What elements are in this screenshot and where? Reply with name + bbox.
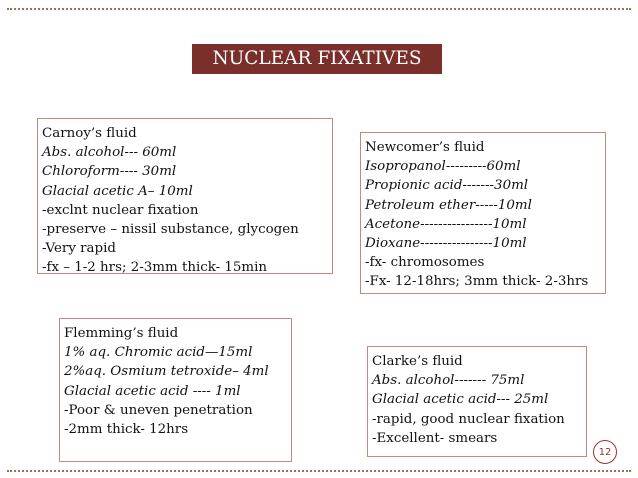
box-heading: Clarke’s fluid [372,354,463,369]
clarkes-fluid-box [367,346,587,457]
ingredient-line: 1% aq. Chromic acid—15ml [64,345,253,361]
box-heading: Carnoy’s fluid [42,126,137,141]
flemmings-fluid-box [59,318,292,462]
ingredient-line: Acetone----------------10ml [365,216,527,232]
note-line: -2mm thick- 12hrs [64,422,189,438]
slide-title: NUCLEAR FIXATIVES [192,44,442,74]
note-line: -rapid, good nuclear fixation [372,411,565,427]
ingredient-line: Dioxane----------------10ml [365,236,527,252]
note-line: -exclnt nuclear fixation [42,202,199,218]
note-line: -Poor & uneven penetration [64,402,253,418]
note-line: -Excellent- smears [372,430,498,446]
page-number-badge: 12 [593,440,617,464]
ingredient-line: Propionic acid-------30ml [365,178,529,194]
ingredient-line: 2%aq. Osmium tetroxide– 4ml [64,364,269,380]
bottom-dotted-rule [7,470,631,472]
ingredient-line: Isopropanol---------60ml [365,159,521,175]
ingredient-line: Petroleum ether-----10ml [365,197,532,213]
note-line: -fx – 1-2 hrs; 2-3mm thick- 15min [42,260,268,276]
note-line: -Fx- 12-18hrs; 3mm thick- 2-3hrs [365,274,589,290]
box-heading: Newcomer’s fluid [365,140,485,155]
box-heading: Flemming’s fluid [64,326,179,341]
top-dotted-rule [7,8,631,10]
ingredient-line: Glacial acetic acid--- 25ml [372,392,549,408]
ingredient-line: Glacial acetic acid ---- 1ml [64,383,241,399]
ingredient-line: Abs. alcohol------- 75ml [372,373,525,389]
ingredient-line: Chloroform---- 30ml [42,164,177,180]
newcomers-fluid-box [360,132,606,294]
note-line: -Very rapid [42,241,116,257]
carnoys-fluid-box [37,118,333,274]
ingredient-line: Abs. alcohol--- 60ml [42,145,177,161]
ingredient-line: Glacial acetic A– 10ml [42,183,193,199]
note-line: -fx- chromosomes [365,255,485,271]
note-line: -preserve – nissil substance, glycogen [42,222,299,238]
